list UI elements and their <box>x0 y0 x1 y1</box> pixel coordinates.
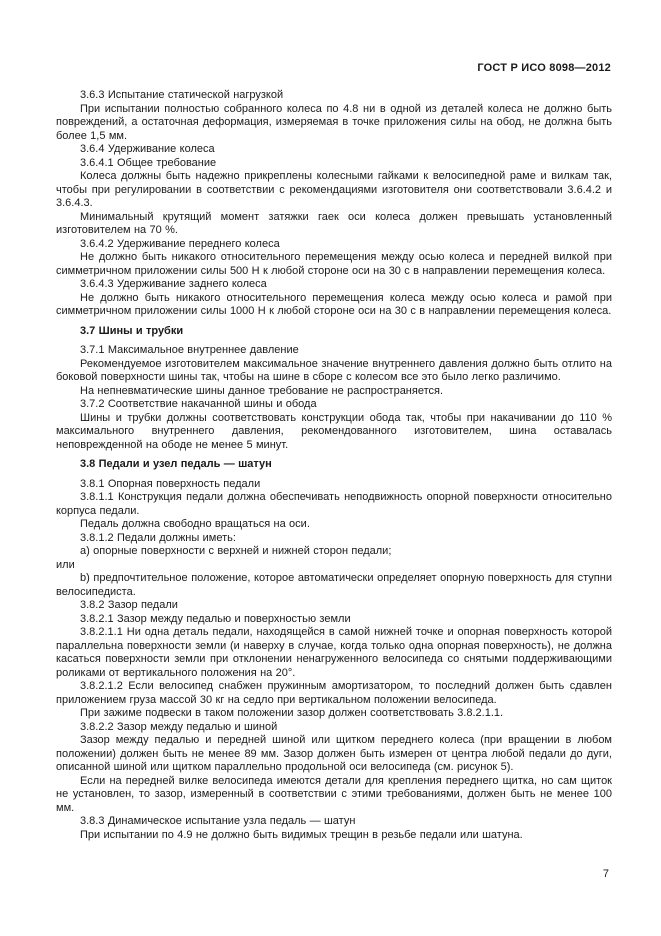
paragraph: 3.6.4.2 Удерживание переднего колеса <box>80 237 280 250</box>
paragraph: 3.6.3 Испытание статической нагрузкой <box>80 89 284 101</box>
paragraph: При испытании по 4.9 не должно быть видимых трещин в резьбе педали или шатуна. <box>80 828 523 841</box>
paragraph: Педаль должна свободно вращаться на оси. <box>80 518 310 530</box>
paragraph: Не должно быть никакого относительного перемещения между осью колеса и передней вилкой при симметричном приложении силы 500 Н к любой стороне оси на 30 с в направлении перемещения колеса. <box>56 251 612 277</box>
paragraph: Колеса должны быть надежно прикреплены колесными гайками к велосипедной раме и вилкам так, чтобы при регулировании в соответствии с рекомендациями изготовителя они соответствовали 3.6.4.2 и 3.6.4.3. <box>56 170 612 209</box>
paragraph: 3.8.3 Динамическое испытание узла педаль — шатун <box>80 815 356 827</box>
paragraph: 3.8.1 Опорная поверхность педали <box>80 477 261 490</box>
paragraph: а) опорные поверхности с верхней и нижней сторон педали; <box>80 545 392 557</box>
paragraph: или <box>56 558 75 571</box>
paragraph: Шины и трубки должны соответствовать конструкции обода так, чтобы при накачивании до 110 % максимального внутреннего давления, рекомендованного изготовителем, шина оставалась неповрежденной на ободе не менее 5 минут. <box>56 411 612 451</box>
paragraph: Зазор между педалью и передней шиной или щитком переднего колеса (при вращении в любом положении) должен быть не менее 89 мм. Зазор должен быть измерен от центра любой педали до дуги, описанной шиной или щитком параллельно продольной оси велосипеда (см. рисунок 5). <box>56 734 612 773</box>
document-standard-number: ГОСТ Р ИСО 8098—2012 <box>477 62 611 74</box>
paragraph: 3.8.2.1.1 Ни одна деталь педали, находящейся в самой нижней точке и опорная поверхность которой параллельна поверхности земли (и наверху в случае, когда только одна опорная поверхность), не должна касаться поверхности земли при отклонении ненагруженного велосипеда со снятыми поддерживающими роликами от вертикального положения на 20°. <box>56 626 612 679</box>
paragraph: 3.8.2 Зазор педали <box>80 599 178 611</box>
paragraph: Не должно быть никакого относительного перемещения колеса между осью колеса и рамой при симметричном приложении силы 1000 Н к любой стороне оси на 30 с в направлении перемещения колеса. <box>56 291 612 317</box>
paragraph: 3.6.4.3 Удерживание заднего колеса <box>80 278 267 290</box>
paragraph: 3.7.2 Соответствие накачанной шины и обода <box>80 398 317 410</box>
paragraph: 3.8.1.1 Конструкция педали должна обеспечивать неподвижность опорной поверхности относительно корпуса педали. <box>56 491 612 517</box>
paragraph: b) предпочтительное положение, которое автоматически определяет опорную поверхность для ступни велосипедиста. <box>56 572 612 598</box>
paragraph: 3.8.2.2 Зазор между педалью и шиной <box>80 720 278 733</box>
paragraph: Минимальный крутящий момент затяжки гаек оси колеса должен превышать установленный изготовителем на 70 %. <box>56 210 612 236</box>
paragraph: 3.8.2.1.2 Если велосипед снабжен пружинным амортизатором, то последний должен быть сдавлен приложением груза массой 30 кг на седло при вертикальном положении велосипеда. <box>56 680 612 706</box>
paragraph: 3.6.4.1 Общее требование <box>80 156 217 169</box>
document-body <box>56 89 612 842</box>
paragraph: При зажиме подвески в таком положении зазор должен соответствовать 3.8.2.1.1. <box>80 707 504 719</box>
paragraph: 3.8.1.2 Педали должны иметь: <box>80 531 236 544</box>
paragraph: 3.8.2.1 Зазор между педалью и поверхностью земли <box>80 612 351 625</box>
paragraph: На непневматические шины данное требование не распространяется. <box>80 384 444 397</box>
clause-heading: 3.8 Педали и узел педаль — шатун <box>80 458 272 470</box>
paragraph: Рекомендуемое изготовителем максимальное значение внутреннего давления должно быть отлито на боковой поверхности шины так, чтобы на шине в сборе с колесом все это было легко различимо. <box>56 357 612 383</box>
paragraph: При испытании полностью собранного колеса по 4.8 ни в одной из деталей колеса не должно быть повреждений, а остаточная деформация, измеряемая в точке приложения силы на обод, не должна быть более 1,5 мм. <box>56 102 612 142</box>
paragraph: 3.6.4 Удерживание колеса <box>80 143 215 155</box>
page-number: 7 <box>602 868 609 880</box>
paragraph: 3.7.1 Максимальное внутреннее давление <box>80 344 299 356</box>
paragraph: Если на передней вилке велосипеда имеются детали для крепления переднего щитка, но сам щиток не установлен, то зазор, измеренный в соответствии с этими требованиями, должен быть не менее 100 мм. <box>56 774 612 814</box>
clause-heading: 3.7 Шины и трубки <box>80 324 184 337</box>
